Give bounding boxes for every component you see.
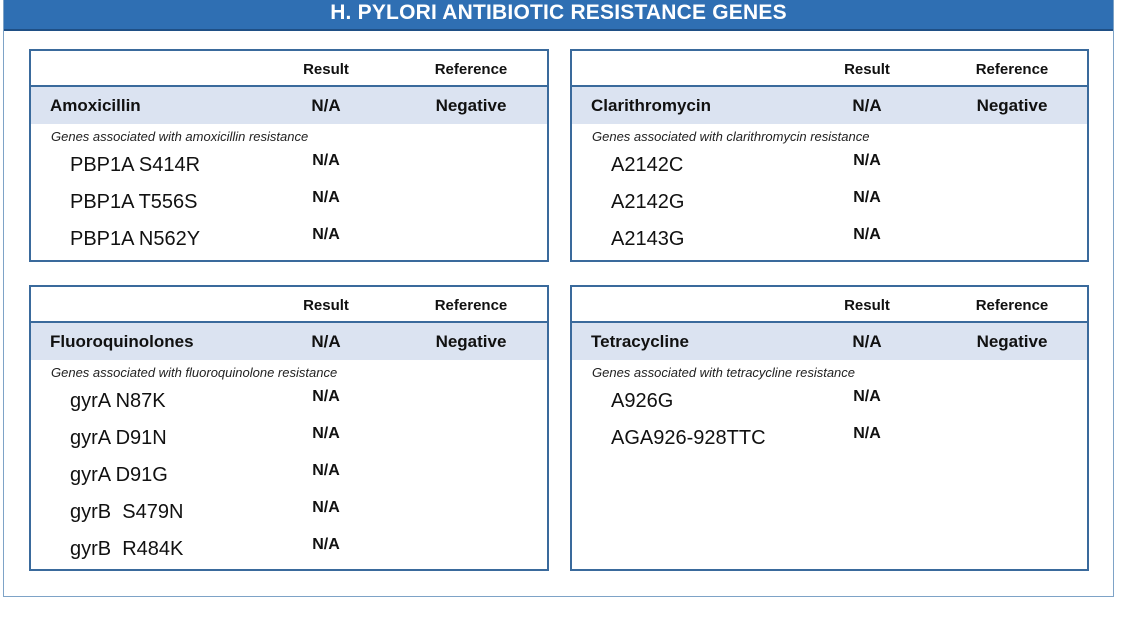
result-column-header: Result (303, 61, 349, 78)
gene-row (572, 150, 1087, 187)
gene-row (572, 187, 1087, 224)
gene-row (572, 386, 1087, 423)
drug-row (31, 323, 547, 360)
gene-result: N/A (312, 226, 340, 243)
drug-result: N/A (311, 332, 341, 351)
gene-result: N/A (312, 425, 340, 442)
reference-column-header: Reference (975, 61, 1049, 78)
panel-header (572, 51, 1087, 87)
gene-name: gyrB R484K (70, 538, 184, 560)
reference-column-header: Reference (975, 297, 1049, 314)
gene-result: N/A (312, 499, 340, 516)
drug-reference: Negative (976, 332, 1048, 351)
gene-result: N/A (312, 189, 340, 206)
resistance-report (3, 0, 1114, 597)
panel-amoxicillin (29, 49, 549, 262)
gene-name: gyrA D91N (70, 427, 167, 449)
drug-reference: Negative (976, 96, 1048, 115)
drug-reference: Negative (435, 96, 507, 115)
gene-row (31, 423, 547, 460)
gene-name: A926G (611, 390, 674, 412)
drug-row (572, 323, 1087, 360)
gene-name: A2142C (611, 154, 684, 176)
result-column-header: Result (844, 61, 890, 78)
gene-name: PBP1A N562Y (70, 228, 201, 250)
gene-name: PBP1A T556S (70, 191, 198, 213)
gene-row (31, 534, 547, 571)
gene-association-note: Genes associated with fluoroquinolone resistance (51, 365, 338, 380)
drug-result: N/A (852, 332, 882, 351)
gene-name: gyrB S479N (70, 501, 184, 523)
gene-row (31, 460, 547, 497)
drug-name: Tetracycline (591, 332, 689, 351)
gene-name: gyrA N87K (70, 390, 166, 412)
panel-header (31, 287, 547, 323)
gene-row (31, 224, 547, 261)
gene-result: N/A (312, 388, 340, 405)
drug-reference: Negative (435, 332, 507, 351)
gene-name: PBP1A S414R (70, 154, 201, 176)
gene-row (31, 150, 547, 187)
panel-fluoroquinolones (29, 285, 549, 571)
gene-result: N/A (853, 388, 881, 405)
gene-association-note: Genes associated with amoxicillin resistance (51, 129, 309, 144)
gene-name: gyrA D91G (70, 464, 168, 486)
gene-row (572, 423, 1087, 460)
drug-name: Clarithromycin (591, 96, 711, 115)
panel-header (572, 287, 1087, 323)
gene-result: N/A (312, 462, 340, 479)
gene-row (31, 187, 547, 224)
drug-row (572, 87, 1087, 124)
gene-result: N/A (853, 226, 881, 243)
result-column-header: Result (844, 297, 890, 314)
drug-result: N/A (311, 96, 341, 115)
panel-tetracycline (570, 285, 1089, 571)
gene-result: N/A (312, 536, 340, 553)
gene-result: N/A (853, 152, 881, 169)
gene-row (572, 224, 1087, 261)
gene-row (31, 386, 547, 423)
panel-clarithromycin (570, 49, 1089, 262)
gene-name: A2143G (611, 228, 685, 250)
gene-name: A2142G (611, 191, 685, 213)
gene-name: AGA926-928TTC (611, 427, 766, 449)
result-column-header: Result (303, 297, 349, 314)
panel-header (31, 51, 547, 87)
page-title: H. PYLORI ANTIBIOTIC RESISTANCE GENES (4, 0, 1113, 31)
drug-row (31, 87, 547, 124)
drug-name: Fluoroquinolones (50, 332, 194, 351)
reference-column-header: Reference (434, 61, 508, 78)
gene-association-note: Genes associated with clarithromycin resistance (592, 129, 870, 144)
gene-result: N/A (853, 189, 881, 206)
gene-result: N/A (853, 425, 881, 442)
drug-result: N/A (852, 96, 882, 115)
reference-column-header: Reference (434, 297, 508, 314)
gene-row (31, 497, 547, 534)
gene-association-note: Genes associated with tetracycline resistance (592, 365, 856, 380)
drug-name: Amoxicillin (50, 96, 141, 115)
gene-result: N/A (312, 152, 340, 169)
